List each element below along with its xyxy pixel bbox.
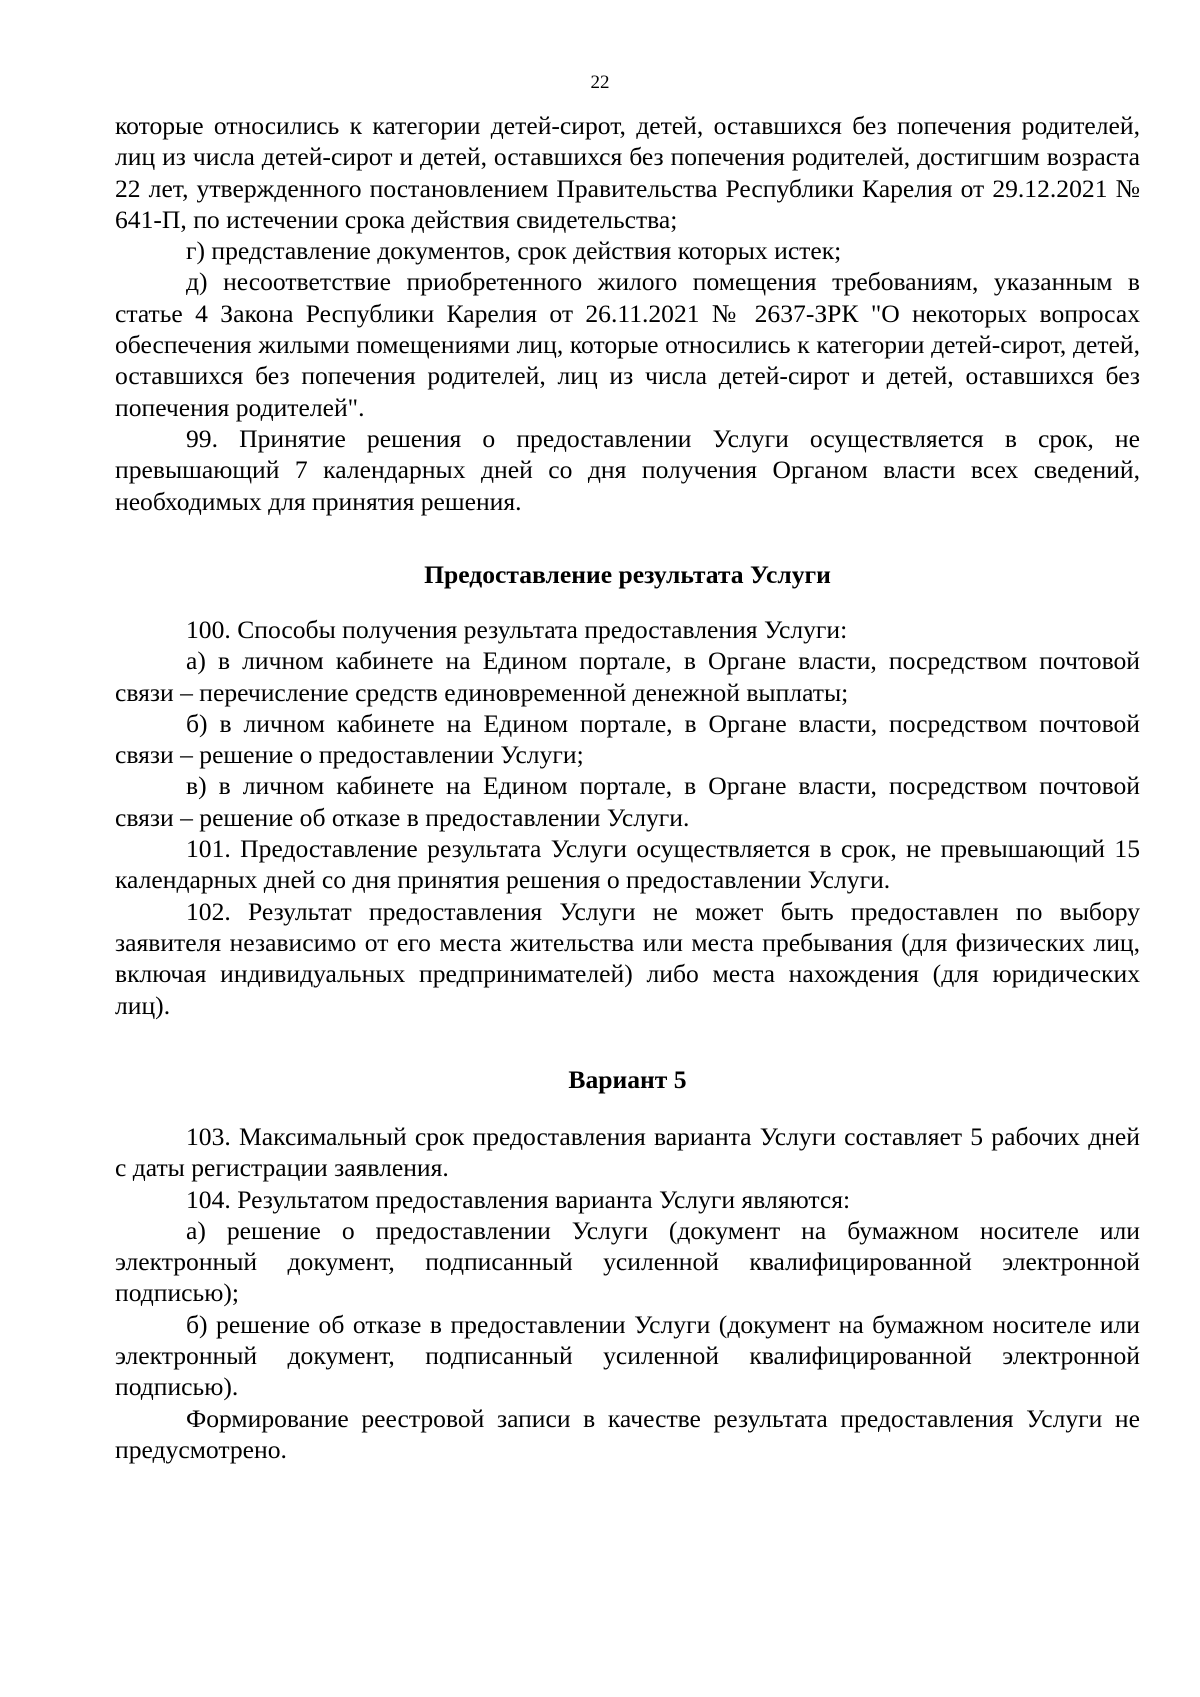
paragraph-100-b: б) в личном кабинете на Едином портале, в Органе власти, посредством почтовой связи – решение о предоставлении Услуги;: [115, 708, 1140, 770]
text-block-result: [115, 614, 1140, 1021]
paragraph-100-v: в) в личном кабинете на Едином портале, в Органе власти, посредством почтовой связи – решение об отказе в предоставлении Услуги.: [115, 771, 1140, 832]
paragraph-104-b: б) решение об отказе в предоставлении Услуги (документ на бумажном носителе или электронный документ, подписанный усиленной квалифицированной электронной подписью).: [115, 1309, 1140, 1402]
paragraph-100-a: а) в личном кабинете на Едином портале, в Органе власти, посредством почтовой связи – перечисление средств единовременной денежной выплаты;: [115, 646, 1140, 707]
paragraph-101: 101. Предоставление результата Услуги осуществляется в срок, не превышающий 15 календарных дней со дня принятия решения о предоставлении Услуги.: [115, 834, 1140, 895]
paragraph-103: 103. Максимальный срок предоставления варианта Услуги составляет 5 рабочих дней с даты регистрации заявления.: [115, 1122, 1140, 1183]
text-block-variant-5: [115, 1121, 1140, 1465]
paragraph-registry: Формирование реестровой записи в качестве результата предоставления Услуги не предусмотрено.: [115, 1403, 1140, 1464]
paragraph-item-d: д) несоответствие приобретенного жилого помещения требованиям, указанным в статье 4 Закона Республики Карелия от 26.11.2021 № 2637-ЗРК "О некоторых вопросах обеспечения жилыми помещениями лиц, которые относились к категории детей-сирот, детей, оставшихся без попечения родителей, лиц из числа детей-сирот и детей, оставшихся без попечения родителей".: [115, 267, 1140, 422]
paragraph-104-a: а) решение о предоставлении Услуги (документ на бумажном носителе или электронный документ, подписанный усиленной квалифицированной электронной подписью);: [115, 1215, 1140, 1308]
paragraph-continuation: которые относились к категории детей-сирот, детей, оставшихся без попечения родителей, лиц из числа детей-сирот и детей, оставшихся без попечения родителей, достигшим возраста 22 лет, утвержденного постановлением Правительства Республики Карелия от 29.12.2021 № 641-П, по истечении срока действия свидетельства;: [115, 111, 1140, 234]
section-heading-variant-5: Вариант 5: [568, 1065, 687, 1094]
paragraph-99: 99. Принятие решения о предоставлении Услуги осуществляется в срок, не превышающий 7 календарных дней со дня получения Органом власти всех сведений, необходимых для принятия решения.: [115, 423, 1140, 516]
page-number: 22: [590, 72, 610, 93]
section-heading-result: Предоставление результата Услуги: [424, 560, 831, 589]
paragraph-100: 100. Способы получения результата предоставления Услуги:: [186, 615, 848, 644]
paragraph-102: 102. Результат предоставления Услуги не может быть предоставлен по выбору заявителя независимо от его места жительства или места пребывания (для физических лиц, включая индивидуальных предпринимателей) либо места нахождения (для юридических лиц).: [115, 896, 1140, 1020]
paragraph-104: 104. Результатом предоставления варианта Услуги являются:: [186, 1184, 851, 1214]
text-block-continuation: [115, 110, 1140, 517]
paragraph-item-g: г) представление документов, срок действия которых истек;: [186, 236, 842, 266]
